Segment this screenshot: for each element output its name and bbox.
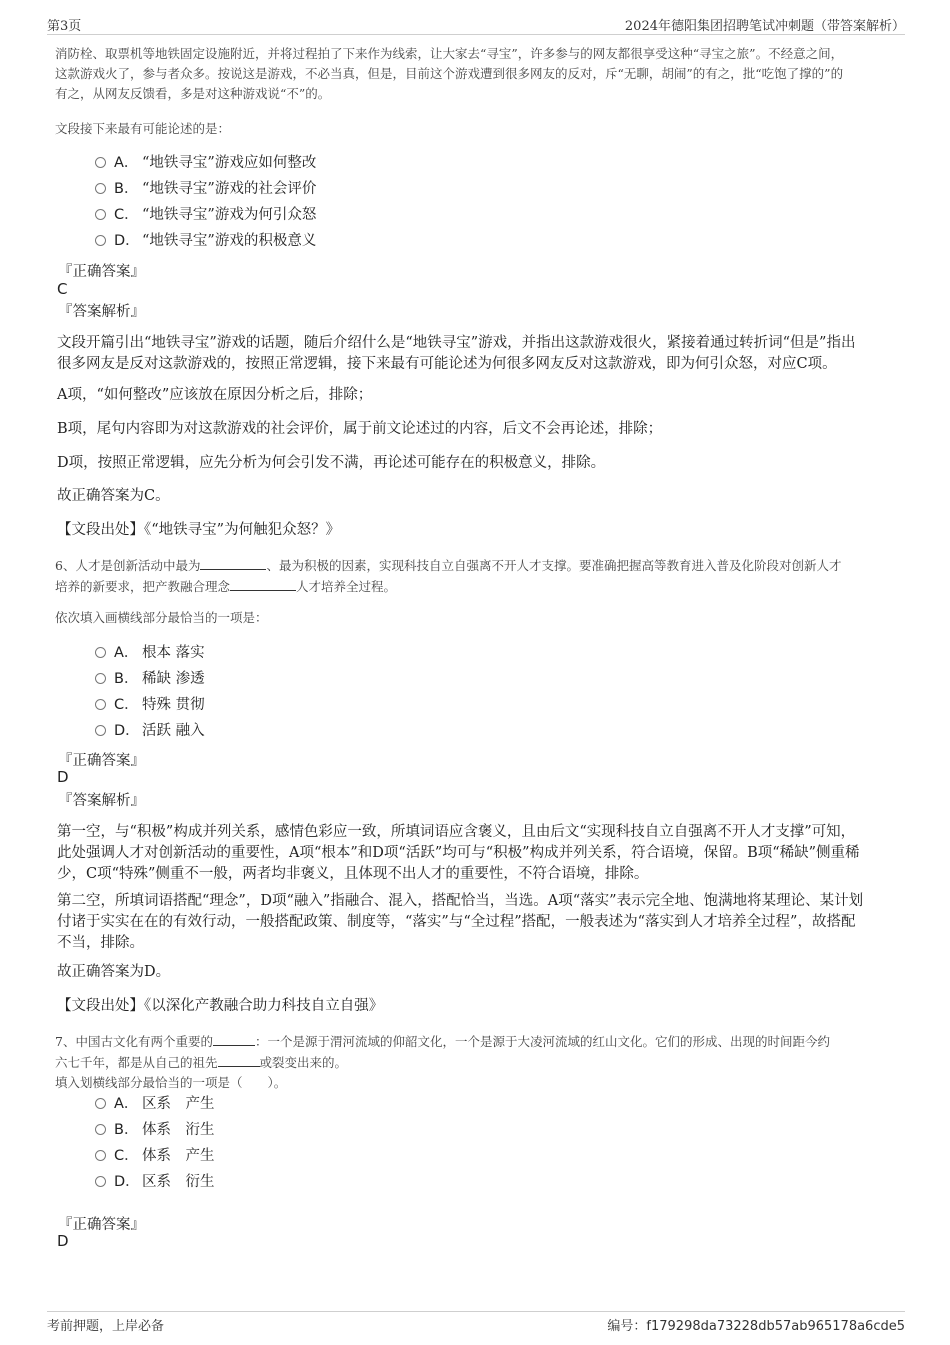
- q7-prompt: 填入划横线部分最恰当的一项是（ ）。: [55, 1075, 287, 1090]
- q5-passage: [55, 44, 905, 104]
- q5-option-a[interactable]: A． “地铁寻宝”游戏应如何整改: [95, 152, 316, 174]
- q5-answer: C: [57, 280, 68, 298]
- radio-icon[interactable]: [95, 699, 106, 710]
- radio-icon[interactable]: [95, 235, 106, 246]
- passage-line: 消防栓、取票机等地铁固定设施附近，并将过程拍了下来作为线索，让大家去“寻宝”，许多参与的网友都很享受这种“寻宝之旅”。不经意之间，: [55, 46, 844, 61]
- q6-option-b[interactable]: B． 稀缺 渗透: [95, 668, 205, 690]
- q7-option-c[interactable]: C． 体系 产生: [95, 1145, 215, 1167]
- q7-stem: 7、中国古文化有两个重要的 ：一个是源于渭河流域的仰韶文化，一个是源于大凌河流域的红山文化。它们的形成、出现的时间距今约 六七千年，都是从自己的祖先 或裂变出来的。 填入划横线部分最恰当的一项是（ ）。: [55, 1031, 905, 1093]
- q7-option-b[interactable]: B． 体系 洐生: [95, 1119, 215, 1141]
- q7-answer: D: [57, 1232, 69, 1250]
- q6-analysis-label: 『答案解析』: [58, 793, 145, 809]
- q5-source: 【文段出处】《“地铁寻宝”为何触犯众怒？》: [57, 522, 341, 538]
- document-title: 2024年德阳集团招聘笔试冲刺题（带答案解析）: [624, 19, 905, 34]
- footer-code: 编号：f179298da73228db57ab965178a6cde5: [607, 1319, 905, 1334]
- q5-analysis-para: A项，“如何整改”应该放在原因分析之后，排除；: [57, 387, 373, 403]
- q5-analysis-para: D项，按照正常逻辑，应先分析为何会引发不满，再论述可能存在的积极意义，排除。: [57, 455, 606, 471]
- blank-line: [218, 1052, 260, 1067]
- q6-option-c[interactable]: C． 特殊 贯彻: [95, 694, 205, 716]
- radio-icon[interactable]: [95, 673, 106, 684]
- q6-source: 【文段出处】《以深化产教融合助力科技自立自强》: [57, 998, 384, 1014]
- q5-option-c[interactable]: C． “地铁寻宝”游戏为何引众怒: [95, 204, 316, 226]
- q7-option-d[interactable]: D． 区系 衍生: [95, 1171, 215, 1193]
- q5-option-d[interactable]: D． “地铁寻宝”游戏的积极意义: [95, 230, 316, 252]
- q5-analysis-label: 『答案解析』: [58, 304, 145, 320]
- radio-icon[interactable]: [95, 1150, 106, 1161]
- q6-answer: D: [57, 768, 69, 786]
- page-header: [47, 12, 905, 35]
- page-number: 第3页: [47, 19, 82, 34]
- radio-icon[interactable]: [95, 725, 106, 736]
- radio-icon[interactable]: [95, 1124, 106, 1135]
- q7-option-a[interactable]: A． 区系 产生: [95, 1093, 215, 1115]
- q5-option-b[interactable]: B． “地铁寻宝”游戏的社会评价: [95, 178, 316, 200]
- radio-icon[interactable]: [95, 157, 106, 168]
- q5-prompt: 文段接下来最有可能论述的是：: [55, 121, 231, 136]
- q6-prompt: 依次填入画横线部分最恰当的一项是：: [55, 610, 268, 625]
- footer-slogan: 考前押题，上岸必备: [47, 1319, 165, 1334]
- radio-icon[interactable]: [95, 183, 106, 194]
- q6-analysis-para: 故正确答案为D。: [57, 964, 171, 980]
- radio-icon[interactable]: [95, 647, 106, 658]
- page-footer: [47, 1311, 905, 1334]
- q6-option-a[interactable]: A． 根本 落实: [95, 642, 205, 664]
- q5-correct-label: 『正确答案』: [58, 264, 145, 280]
- radio-icon[interactable]: [95, 209, 106, 220]
- passage-line: 有之，从网友反馈看，多是对这种游戏说“不”的。: [55, 86, 331, 101]
- radio-icon[interactable]: [95, 1176, 106, 1187]
- q6-analysis-para: 第一空，与“积极”构成并列关系，感情色彩应一致，所填词语应含褒义，且由后文“实现科技自立自强离不开人才支撑”可知， 此处强调人才对创新活动的重要性，A项“根本”和D项“活跃”均可与“积极”构成并列关系，符合语境，保留。B项“稀缺”侧重稀 少，C项“特殊”侧重不一般，两者均非褒义，且体现不出人才的重要性，不符合语境，排除。: [57, 824, 860, 882]
- q7-correct-label: 『正确答案』: [58, 1217, 145, 1233]
- passage-line: 这款游戏火了，参与者众多。按说这是游戏，不必当真，但是，目前这个游戏遭到很多网友的反对，斥“无聊，胡闹”的有之，批“吃饱了撑的”的: [55, 66, 844, 81]
- q5-analysis-para: 故正确答案为C。: [57, 488, 170, 504]
- blank-line: [230, 576, 296, 591]
- radio-icon[interactable]: [95, 1098, 106, 1109]
- q6-option-d[interactable]: D． 活跃 融入: [95, 720, 205, 742]
- q6-analysis-para: 第二空，所填词语搭配“理念”，D项“融入”指融合、混入，搭配恰当，当选。A项“落实”表示完全地、饱满地将某理论、某计划 付诸于实实在在的有效行动，一般搭配政策、制度等，“落实”与“全过程”搭配，一般表述为“落实到人才培养全过程”，故搭配 不当，排除。: [57, 893, 864, 951]
- q6-stem: 6、人才是创新活动中最为 、最为积极的因素，实现科技自立自强离不开人才支撑。要准确把握高等教育进入普及化阶段对创新人才 培养的新要求，把产教融合理念 人才培养全过程。: [55, 555, 905, 597]
- q5-analysis-para: B项，尾句内容即为对这款游戏的社会评价，属于前文论述过的内容，后文不会再论述，排除；: [57, 421, 663, 437]
- q6-correct-label: 『正确答案』: [58, 753, 145, 769]
- blank-line: [213, 1031, 255, 1046]
- q5-analysis-para: 文段开篇引出“地铁寻宝”游戏的话题，随后介绍什么是“地铁寻宝”游戏，并指出这款游戏很火，紧接着通过转折词“但是”指出 很多网友是反对这款游戏的，按照正常逻辑，接下来最有可能论述为何很多网友反对这款游戏，即为何引众怒，对应C项。: [57, 335, 856, 372]
- blank-line: [200, 555, 266, 570]
